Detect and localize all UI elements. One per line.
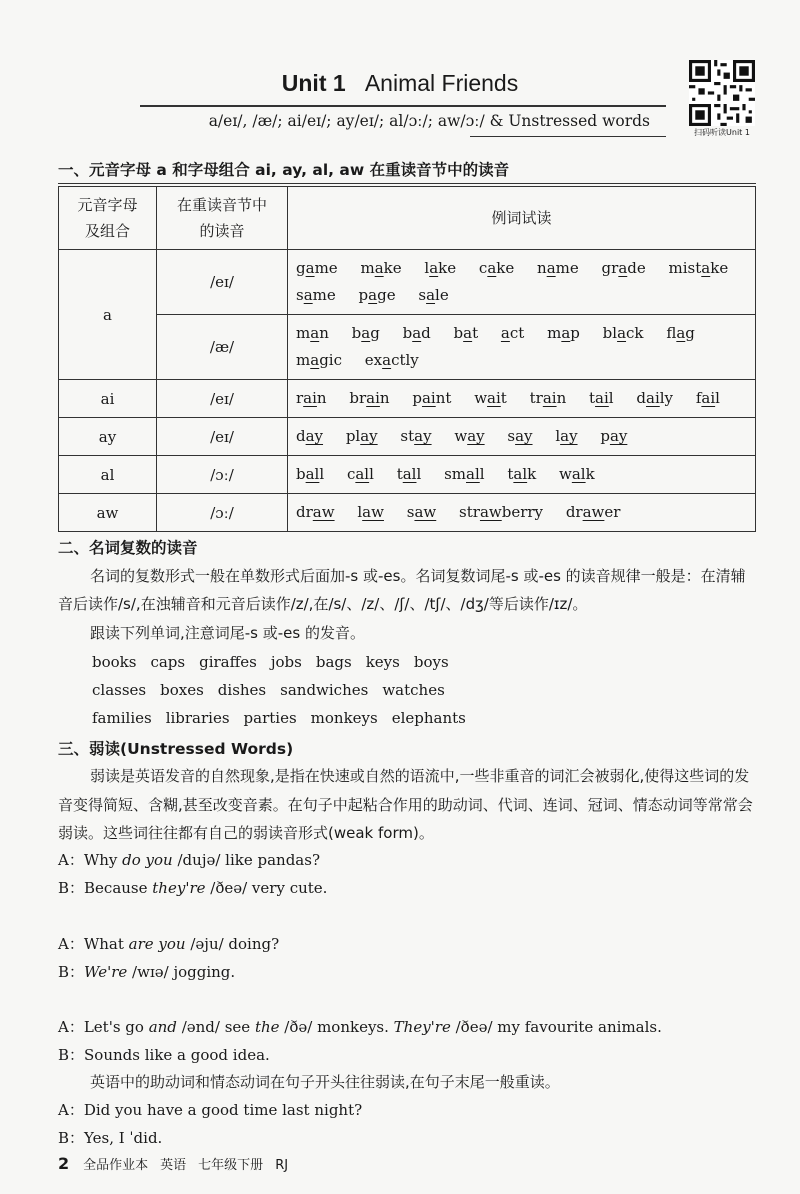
section3-heading: 三、弱读(Unstressed Words) [58,740,294,758]
letter-cell: ay [59,418,157,456]
edition: RJ [275,1158,289,1173]
section1-heading: 一、元音字母 a 和字母组合 ai, ay, al, aw 在重读音节中的读音 [58,161,510,179]
sound-cell: /æ/ [157,315,288,380]
section3-paragraph: 弱读是英语发音的自然现象,是指在快速或自然的语流中,一些非重音的词汇会被弱化,使得这些词的发音变得简短、含糊,甚至改变音素。在句子中起粘合作用的助动词、代词、连词、冠词、情态动词等常常会弱读。这些词往往都有自己的弱读音形式(weak form)。 [58,767,753,842]
letter-cell: aw [59,494,157,532]
example-word: magic [296,351,342,369]
example-word: name [537,259,579,277]
example-word: mistake [668,259,729,277]
example-word: grade [601,259,646,277]
qr-caption: 扫码听读Unit 1 [694,128,750,137]
phonics-table [58,186,756,532]
example-word: call [346,465,374,483]
dialogue-line: B：We're /wɪə/ jogging. [58,963,236,981]
letter-cell: al [59,456,157,494]
table-row [59,250,756,315]
example-word: small [444,465,485,483]
sound-cell: /ɔː/ [157,494,288,532]
example-word: tall [396,465,422,483]
example-word: paint [412,389,452,407]
example-word: exactly [364,351,419,369]
example-word: pay [600,427,628,445]
plural-word: watches [382,681,445,699]
subject: 英语 [160,1158,187,1173]
example-word: drawer [565,503,621,521]
word-row [92,681,459,699]
example-word: same [296,286,336,304]
example-word: page [358,286,396,304]
table-row [59,315,756,380]
section2-heading: 二、名词复数的读音 [58,539,198,557]
table-header-row [59,187,756,250]
dialogue-line: B：Yes, I ˈdid. [58,1129,163,1147]
example-word: walk [559,465,595,483]
sound-cell: /ɔː/ [157,456,288,494]
unit-name: Animal Friends [364,70,519,96]
table-row [59,380,756,418]
example-word: lay [555,427,578,445]
example-word: map [547,324,580,342]
title-rule [140,105,666,107]
word-row [92,653,463,671]
example-word: ball [296,465,325,483]
example-word: game [296,259,338,277]
header-sound: 在重读音节中的读音 [157,187,288,250]
subtitle-rule [470,136,666,137]
words-cell [288,250,756,315]
plural-word: bags [315,653,352,671]
example-word: flag [666,324,695,342]
section3-note: 英语中的助动词和情态动词在句子开头往往弱读,在句子末尾一般重读。 [90,1073,560,1091]
plural-word: giraffes [199,653,257,671]
example-word: talk [507,465,537,483]
unit-number: Unit 1 [281,70,346,96]
example-word: bat [453,324,479,342]
sound-cell: /eɪ/ [157,250,288,315]
sound-cell: /eɪ/ [157,380,288,418]
header-letter: 元音字母及组合 [59,187,157,250]
example-word: lake [424,259,457,277]
example-word: sale [418,286,449,304]
dialogue-line: A：What are you /əju/ doing? [58,935,280,953]
table-row [59,456,756,494]
page-footer [58,1154,300,1173]
table-row [59,418,756,456]
example-word: draw [296,503,335,521]
plural-word: families [92,709,152,727]
example-word: say [507,427,533,445]
dialogue-line: B：Because they're /ðeə/ very cute. [58,879,328,897]
plural-word: monkeys [310,709,378,727]
word-row [92,709,480,727]
plural-word: elephants [391,709,466,727]
page-title [0,70,800,97]
plural-word: boys [413,653,449,671]
example-word: bad [402,324,431,342]
qr-code-icon[interactable] [689,60,755,126]
words-cell [288,315,756,380]
example-word: rain [296,389,327,407]
example-word: bag [351,324,380,342]
letter-cell: a [59,250,157,380]
letter-cell: ai [59,380,157,418]
words-cell [288,456,756,494]
example-word: strawberry [459,503,544,521]
page-number: 2 [58,1154,70,1173]
example-word: way [454,427,485,445]
example-word: brain [349,389,390,407]
example-word: train [529,389,567,407]
plural-word: dishes [217,681,267,699]
plural-word: parties [243,709,297,727]
example-word: saw [406,503,437,521]
example-word: wait [474,389,507,407]
section1-rule [58,183,756,184]
dialogue-line: A：Did you have a good time last night? [58,1101,363,1119]
example-word: stay [400,427,432,445]
example-word: black [602,324,644,342]
words-cell [288,418,756,456]
example-word: act [500,324,525,342]
plural-word: books [92,653,137,671]
example-word: tail [589,389,614,407]
dialogue-line: A：Let's go and /ənd/ see the /ðə/ monkeys. They're /ðeə/ my favourite animals. [58,1018,662,1036]
example-word: cake [478,259,515,277]
example-word: fail [695,389,720,407]
example-word: make [360,259,402,277]
plural-word: sandwiches [280,681,369,699]
plural-word: keys [365,653,400,671]
header-examples: 例词试读 [288,187,756,250]
book-name: 全品作业本 [83,1158,149,1173]
example-word: law [357,503,384,521]
grade: 七年级下册 [198,1158,264,1173]
plural-word: libraries [165,709,230,727]
dialogue-line: A：Why do you /dujə/ like pandas? [58,851,320,869]
words-cell [288,494,756,532]
plural-word: caps [150,653,186,671]
table-row [59,494,756,532]
example-word: play [345,427,378,445]
sound-cell: /eɪ/ [157,418,288,456]
section2-paragraph: 名词的复数形式一般在单数形式后面加-s 或-es。名词复数词尾-s 或-es 的读音规律一般是：在清辅音后读作/s/,在浊辅音和元音后读作/z/,在/s/、/z/、/ʃ/、/tʃ/、/dʒ/等后读作/ɪz/。 [58,567,746,613]
section2-instruction: 跟读下列单词,注意词尾-s 或-es 的发音。 [90,624,365,642]
example-word: man [296,324,329,342]
plural-word: classes [92,681,147,699]
unit-subtitle: a/eɪ/, /æ/; ai/eɪ/; ay/eɪ/; al/ɔː/; aw/ɔː/ & Unstressed words [208,112,650,130]
example-word: day [296,427,324,445]
plural-word: boxes [160,681,204,699]
example-word: daily [636,389,674,407]
words-cell [288,380,756,418]
plural-word: jobs [270,653,302,671]
dialogue-line: B：Sounds like a good idea. [58,1046,270,1064]
